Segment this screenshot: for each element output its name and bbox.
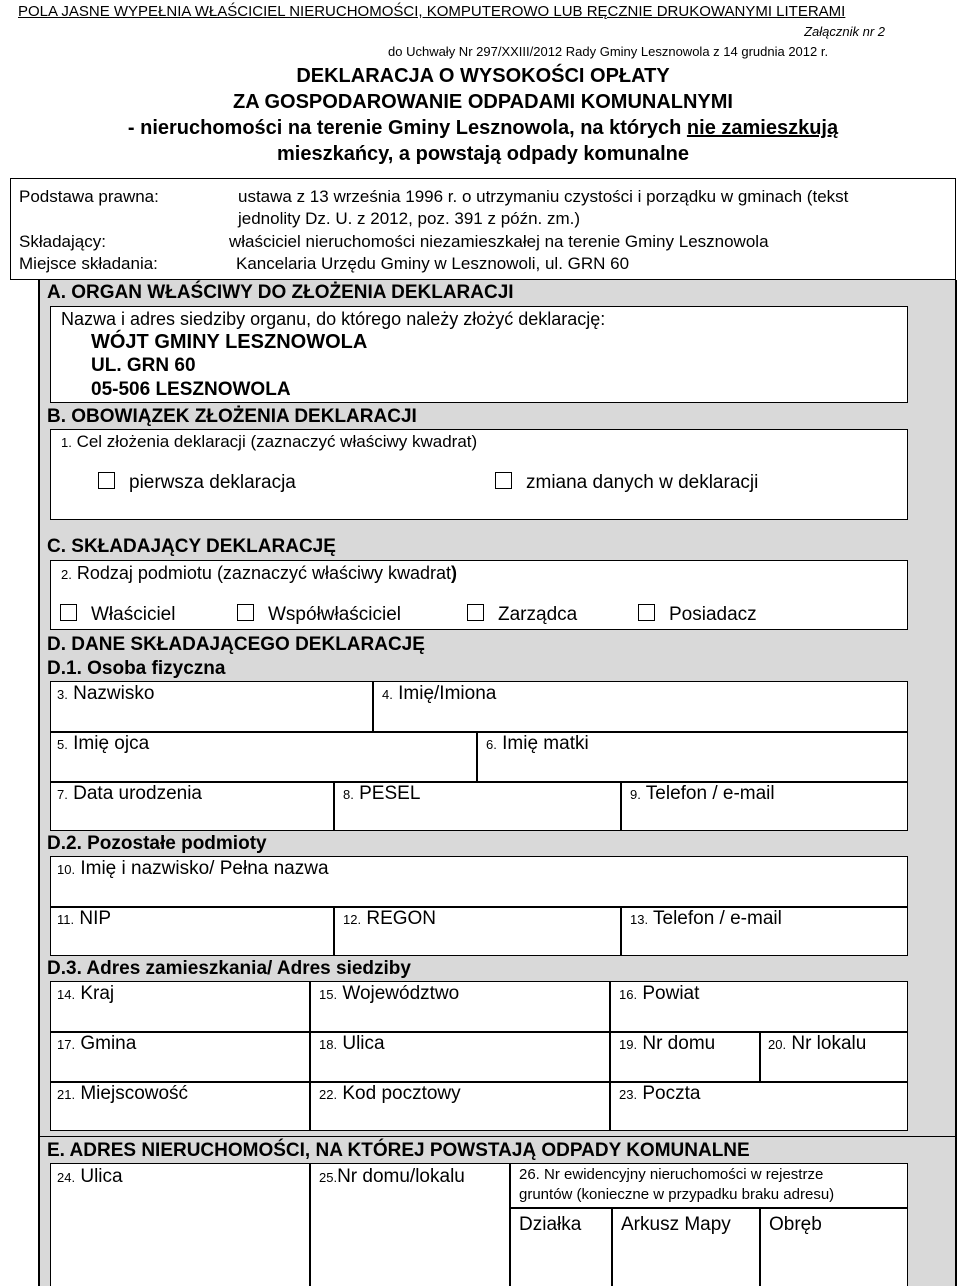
checkbox[interactable] [60, 604, 77, 621]
col-divider [609, 981, 611, 1131]
option-data-change-label: zmiana danych w deklaracji [526, 472, 759, 493]
form-left-border [38, 280, 40, 1137]
field-20-label: Nr lokalu [791, 1033, 867, 1054]
authority-city: 05-506 LESZNOWOLA [91, 379, 291, 400]
field-8-number: 8. [343, 787, 354, 802]
resolution-reference: do Uchwały Nr 297/XXIII/2012 Rady Gminy Lesznowola z 14 grudnia 2012 r. [388, 44, 829, 59]
field-18-label: Ulica [342, 1033, 385, 1054]
field-26-label-line-1: Nr ewidencyjny nieruchomości w rejestrze [544, 1166, 824, 1183]
field-town[interactable] [57, 1083, 188, 1105]
field-voivodeship[interactable] [319, 983, 459, 1005]
field-4-label: Imię/Imiona [398, 683, 497, 704]
field-9-number: 9. [630, 787, 641, 802]
field-2-number: 2. [61, 567, 72, 582]
field-7-label: Data urodzenia [73, 783, 202, 804]
field-precinct[interactable]: Obręb [769, 1214, 822, 1235]
field-3-label: Nazwisko [73, 683, 155, 704]
option-data-change[interactable] [495, 472, 758, 494]
checkbox[interactable] [98, 472, 115, 489]
field-1-label: Cel złożenia deklaracji (zaznaczyć właściwy kwadrat) [76, 432, 478, 451]
section-d-header: D. DANE SKŁADAJĄCEGO DEKLARACJĘ [47, 634, 425, 655]
section-b-header: B. OBOWIĄZEK ZŁOŻENIA DEKLARACJI [47, 406, 417, 427]
row-divider [509, 1207, 908, 1209]
field-country[interactable] [57, 983, 114, 1005]
option-first-declaration-label: pierwsza deklaracja [129, 472, 296, 493]
field-property-house-number[interactable] [319, 1166, 465, 1188]
authority-street: UL. GRN 60 [91, 355, 196, 376]
field-12-number: 12. [343, 912, 362, 927]
field-15-label: Województwo [342, 983, 460, 1004]
field-20-number: 20. [768, 1037, 787, 1052]
field-surname[interactable] [57, 683, 154, 705]
option-owner[interactable] [60, 604, 175, 626]
field-land-registry-number[interactable] [519, 1166, 823, 1183]
field-17-label: Gmina [80, 1033, 137, 1054]
field-7-number: 7. [57, 787, 68, 802]
field-1-number: 1. [61, 435, 72, 450]
title-line-4: mieszkańcy, a powstają odpady komunalne [277, 143, 689, 165]
field-12-label: REGON [366, 908, 437, 929]
field-map-sheet[interactable]: Arkusz Mapy [621, 1214, 731, 1235]
field-full-name[interactable] [57, 858, 329, 880]
field-13-number: 13. [630, 912, 649, 927]
field-21-number: 21. [57, 1087, 76, 1102]
section-e-left-border [38, 1137, 40, 1286]
field-fathers-name[interactable] [57, 733, 149, 755]
authority-name: WÓJT GMINY LESZNOWOLA [91, 331, 368, 353]
field-11-label: NIP [79, 908, 112, 929]
section-e-right-border [955, 1137, 957, 1286]
field-mothers-name[interactable] [486, 733, 589, 755]
field-19-label: Nr domu [642, 1033, 716, 1054]
option-manager-label: Zarządca [498, 604, 578, 625]
field-2-label: Rodzaj podmiotu (zaznaczyć właściwy kwadrat [76, 563, 452, 583]
col-divider [759, 1031, 761, 1081]
field-apartment-number[interactable] [768, 1033, 866, 1055]
col-divider [620, 781, 622, 831]
field-pesel[interactable] [343, 783, 420, 805]
field-17-number: 17. [57, 1037, 76, 1052]
field-nip[interactable] [57, 908, 111, 930]
col-divider [372, 681, 374, 731]
field-house-number[interactable] [619, 1033, 715, 1055]
filer-value: właściciel nieruchomości niezamieszkałej na terenie Gminy Lesznowola [229, 232, 769, 251]
address-table [50, 981, 908, 1131]
col-divider [309, 981, 311, 1131]
option-holder-label: Posiadacz [669, 604, 757, 625]
entity-type-question [61, 563, 457, 584]
purpose-question [61, 432, 477, 452]
field-16-label: Powiat [642, 983, 700, 1004]
section-a-header: A. ORGAN WŁAŚCIWY DO ZŁOŻENIA DEKLARACJI [47, 282, 514, 303]
authority-intro: Nazwa i adres siedziby organu, do którego należy złożyć deklarację: [61, 309, 606, 329]
field-6-label: Imię matki [502, 733, 589, 754]
field-6-number: 6. [486, 737, 497, 752]
col-divider [476, 731, 478, 781]
field-postal-code[interactable] [319, 1083, 461, 1105]
field-25-number: 25. [319, 1170, 338, 1185]
col-divider [333, 906, 335, 956]
col-divider [309, 1163, 311, 1286]
option-holder[interactable] [638, 604, 757, 626]
field-16-number: 16. [619, 987, 638, 1002]
checkbox[interactable] [495, 472, 512, 489]
legal-basis-label: Podstawa prawna: [19, 187, 159, 206]
filing-place-label: Miejsce składania: [19, 254, 158, 273]
section-d1-header: D.1. Osoba fizyczna [47, 658, 226, 679]
title-line-3-underlined: nie zamieszkują [686, 117, 839, 139]
section-c-header: C. SKŁADAJĄCY DEKLARACJĘ [47, 536, 336, 557]
field-13-label: Telefon / e-mail [653, 908, 782, 929]
field-18-number: 18. [319, 1037, 338, 1052]
filer-label: Składający: [19, 232, 106, 251]
col-divider [333, 781, 335, 831]
checkbox[interactable] [638, 604, 655, 621]
option-owner-label: Właściciel [91, 604, 176, 625]
field-25-label: Nr domu/lokalu [337, 1166, 465, 1187]
title-line-1: DEKLARACJA O WYSOKOŚCI OPŁATY [296, 65, 670, 87]
field-5-number: 5. [57, 737, 68, 752]
field-14-label: Kraj [80, 983, 115, 1004]
field-2-closing-paren: ) [451, 563, 458, 583]
field-county[interactable] [619, 983, 699, 1005]
section-e-header: E. ADRES NIERUCHOMOŚCI, NA KTÓREJ POWSTAJĄ ODPADY KOMUNALNE [47, 1140, 750, 1161]
field-9-label: Telefon / e-mail [645, 783, 775, 804]
field-street[interactable] [319, 1033, 385, 1055]
field-15-number: 15. [319, 987, 338, 1002]
field-post-office[interactable] [619, 1083, 700, 1105]
field-regon[interactable] [343, 908, 436, 930]
field-plot[interactable]: Działka [519, 1214, 582, 1235]
form-right-border [955, 280, 957, 1137]
field-first-names[interactable] [382, 683, 496, 705]
field-5-label: Imię ojca [73, 733, 150, 754]
legal-basis-line-2: jednolity Dz. U. z 2012, poz. 391 z późn. zm.) [238, 209, 581, 228]
field-21-label: Miejscowość [80, 1083, 189, 1104]
section-d3-header: D.3. Adres zamieszkania/ Adres siedziby [47, 958, 411, 979]
legal-basis-line-1: ustawa z 13 września 1996 r. o utrzymaniu czystości i porządku w gminach (tekst [238, 187, 849, 206]
field-10-number: 10. [57, 862, 76, 877]
field-23-label: Poczta [642, 1083, 701, 1104]
col-divider [620, 906, 622, 956]
filing-place-value: Kancelaria Urzędu Gminy w Lesznowoli, ul. GRN 60 [236, 254, 630, 273]
field-22-number: 22. [319, 1087, 338, 1102]
option-co-owner[interactable] [237, 604, 401, 626]
field-10-label: Imię i nazwisko/ Pełna nazwa [80, 858, 329, 879]
option-co-owner-label: Współwłaściciel [268, 604, 402, 625]
field-26-number: 26. [519, 1166, 540, 1183]
top-banner: POLA JASNE WYPEŁNIA WŁAŚCICIEL NIERUCHOMOŚCI, KOMPUTEROWO LUB RĘCZNIE DRUKOWANYMI LITERAMI [18, 3, 846, 20]
field-birth-date[interactable] [57, 783, 202, 805]
title-line-2: ZA GOSPODAROWANIE ODPADAMI KOMUNALNYMI [233, 91, 733, 113]
field-22-label: Kod pocztowy [342, 1083, 461, 1104]
field-11-number: 11. [57, 912, 75, 927]
declaration-title [0, 63, 960, 167]
option-manager[interactable] [467, 604, 577, 626]
field-3-number: 3. [57, 687, 68, 702]
option-first-declaration[interactable] [98, 472, 296, 494]
field-26-label-line-2: gruntów (konieczne w przypadku braku adresu) [519, 1186, 835, 1203]
checkbox[interactable] [237, 604, 254, 621]
field-23-number: 23. [619, 1087, 638, 1102]
field-24-label: Ulica [80, 1166, 123, 1187]
section-d2-header: D.2. Pozostałe podmioty [47, 833, 267, 854]
col-divider [611, 1207, 613, 1286]
field-8-label: PESEL [359, 783, 421, 804]
field-entity-phone-email[interactable] [630, 908, 782, 930]
title-line-3-text: - nieruchomości na terenie Gminy Lesznowola, na których [127, 117, 687, 139]
field-municipality[interactable] [57, 1033, 136, 1055]
attachment-number: Załącznik nr 2 [804, 24, 885, 39]
row-divider [50, 731, 908, 733]
field-14-number: 14. [57, 987, 76, 1002]
field-4-number: 4. [382, 687, 393, 702]
field-24-number: 24. [57, 1170, 76, 1185]
field-phone-email[interactable] [630, 783, 775, 805]
field-19-number: 19. [619, 1037, 638, 1052]
col-divider [509, 1163, 511, 1286]
title-line-3 [0, 115, 960, 141]
col-divider [759, 1207, 761, 1286]
field-property-street[interactable] [57, 1166, 123, 1188]
checkbox[interactable] [467, 604, 484, 621]
